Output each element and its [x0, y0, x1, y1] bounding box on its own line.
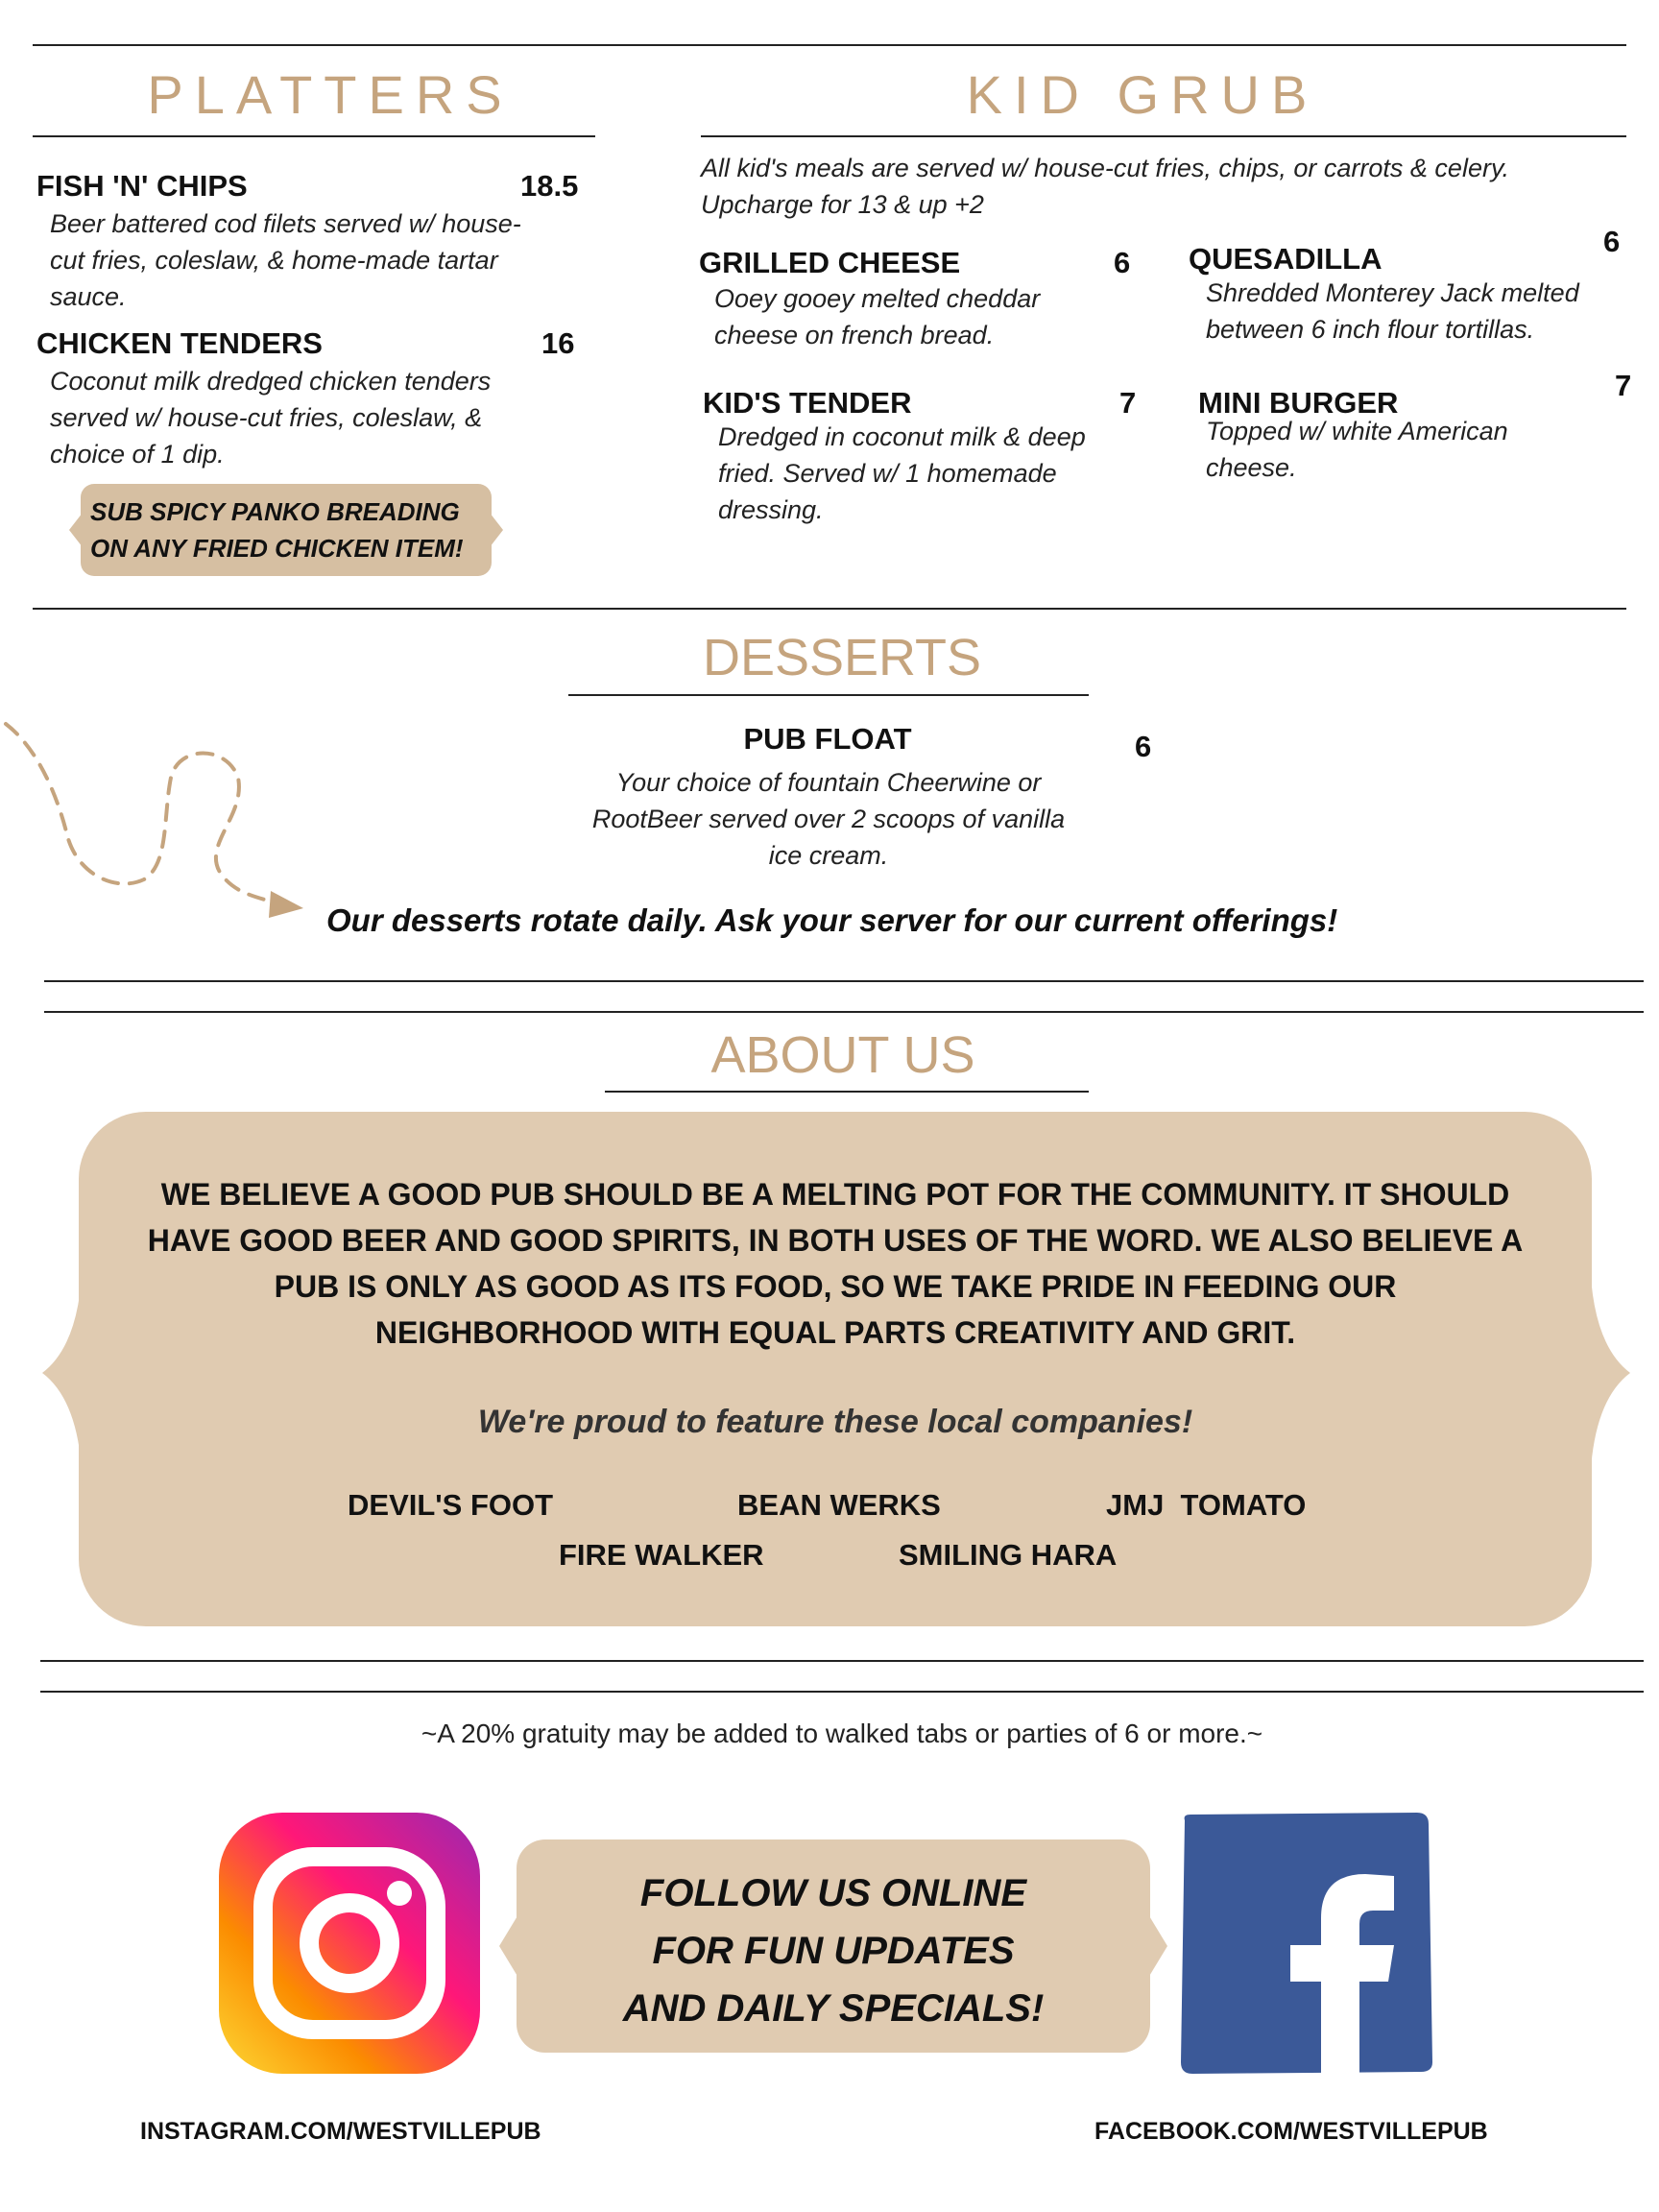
kid-name-mini-burger: MINI BURGER — [1198, 386, 1399, 420]
kid-price-grilled-cheese: 6 — [1114, 246, 1131, 279]
dessert-desc-pub-float: Your choice of fountain Cheerwine or RootBeer served over 2 scoops of vanilla ice cream. — [591, 768, 1066, 870]
company-bean-werks: BEAN WERKS — [737, 1488, 941, 1522]
instagram-url-link[interactable]: INSTAGRAM.COM/WESTVILLEPUB — [140, 2118, 541, 2145]
kid-desc-quesadilla: Shredded Monterey Jack melted between 6 inch flour tortillas. — [1206, 278, 1579, 344]
kid-price-quesadilla: 6 — [1603, 225, 1621, 258]
about-bubble-notch-right — [1590, 1258, 1630, 1488]
about-heading-rule — [605, 1091, 1089, 1093]
kid-price-tender: 7 — [1119, 386, 1137, 420]
local-companies-title: We're proud to feature these local companies! — [477, 1404, 1193, 1440]
follow-line-1: FOLLOW US ONLINE — [639, 1872, 1027, 1914]
kid-name-grilled-cheese: GRILLED CHEESE — [699, 246, 961, 279]
desserts-heading: DESSERTS — [702, 629, 982, 686]
panko-tag-notch-right — [490, 513, 503, 547]
platter-name-tenders: CHICKEN TENDERS — [36, 326, 323, 360]
section-rule-2a — [44, 980, 1644, 982]
gratuity-note: ~A 20% gratuity may be added to walked tabs or parties of 6 or more.~ — [421, 1719, 1263, 1748]
follow-line-3: AND DAILY SPECIALS! — [622, 1987, 1045, 2030]
dessert-name-pub-float: PUB FLOAT — [743, 722, 912, 756]
panko-note-tag — [81, 484, 492, 576]
top-rule — [33, 44, 1626, 46]
follow-line-2: FOR FUN UPDATES — [652, 1930, 1015, 1972]
section-rule-1 — [33, 608, 1626, 610]
desserts-rotate-note: Our desserts rotate daily. Ask your server for our current offerings! — [326, 902, 1338, 938]
company-smiling-hara: SMILING HARA — [899, 1538, 1118, 1572]
kid-desc-mini-burger: Topped w/ white American cheese. — [1206, 417, 1508, 482]
company-jmj-tomato: JMJ TOMATO — [1106, 1488, 1307, 1522]
section-rule-2b — [44, 1011, 1644, 1013]
platter-price-fish: 18.5 — [520, 169, 579, 203]
platter-price-tenders: 16 — [541, 326, 575, 360]
about-bubble-notch-left — [42, 1258, 83, 1488]
follow-bubble-notch-right — [1148, 1914, 1167, 1978]
platter-name-fish: FISH 'N' CHIPS — [36, 169, 248, 203]
dashed-arrow-decoration — [0, 710, 317, 922]
platters-heading: PLATTERS — [147, 64, 514, 125]
platter-desc-tenders: Coconut milk dredged chicken tenders served w/ house-cut fries, coleslaw, & choice of 1 dip. — [50, 367, 492, 469]
kid-grub-heading: KID GRUB — [966, 64, 1319, 125]
section-rule-3b — [40, 1691, 1644, 1693]
facebook-icon[interactable] — [1177, 1811, 1436, 2076]
company-fire-walker: FIRE WALKER — [559, 1538, 764, 1572]
platter-desc-fish: Beer battered cod filets served w/ house-cut fries, coleslaw, & home-made tartar sauce. — [50, 209, 521, 311]
facebook-url-link[interactable]: FACEBOOK.COM/WESTVILLEPUB — [1094, 2118, 1488, 2145]
dessert-price-pub-float: 6 — [1135, 730, 1152, 763]
instagram-icon[interactable] — [219, 1813, 480, 2074]
about-heading: ABOUT US — [710, 1026, 975, 1084]
kid-desc-grilled-cheese: Ooey gooey melted cheddar cheese on french bread. — [714, 284, 1041, 349]
kid-grub-heading-rule — [701, 135, 1626, 137]
follow-bubble-notch-left — [499, 1914, 518, 1978]
panko-note: SUB SPICY PANKO BREADING ON ANY FRIED CHICKEN ITEM! — [90, 497, 464, 563]
about-body: WE BELIEVE A GOOD PUB SHOULD BE A MELTING POT FOR THE COMMUNITY. IT SHOULD HAVE GOOD BEER AND GOOD SPIRITS, IN BOTH USES OF THE WORD. WE ALSO BELIEVE A PUB IS ONLY AS GOOD AS ITS FOOD, SO WE TAKE PRIDE IN FEEDING OUR NEIGHBORHOOD WITH EQUAL PARTS CREATIVITY AND GRIT. — [147, 1177, 1524, 1350]
company-devils-foot: DEVIL'S FOOT — [348, 1488, 554, 1522]
kid-price-mini-burger: 7 — [1615, 369, 1632, 402]
kid-name-tender: KID'S TENDER — [703, 386, 912, 420]
desserts-heading-rule — [568, 694, 1089, 696]
kid-desc-tender: Dredged in coconut milk & deep fried. Served w/ 1 homemade dressing. — [718, 422, 1086, 524]
panko-tag-notch-left — [69, 513, 83, 547]
platters-heading-rule — [33, 135, 595, 137]
kid-name-quesadilla: QUESADILLA — [1189, 242, 1382, 276]
section-rule-3a — [40, 1660, 1644, 1662]
kid-grub-intro: All kid's meals are served w/ house-cut fries, chips, or carrots & celery. Upcharge for 13 & up +2 — [701, 154, 1509, 219]
